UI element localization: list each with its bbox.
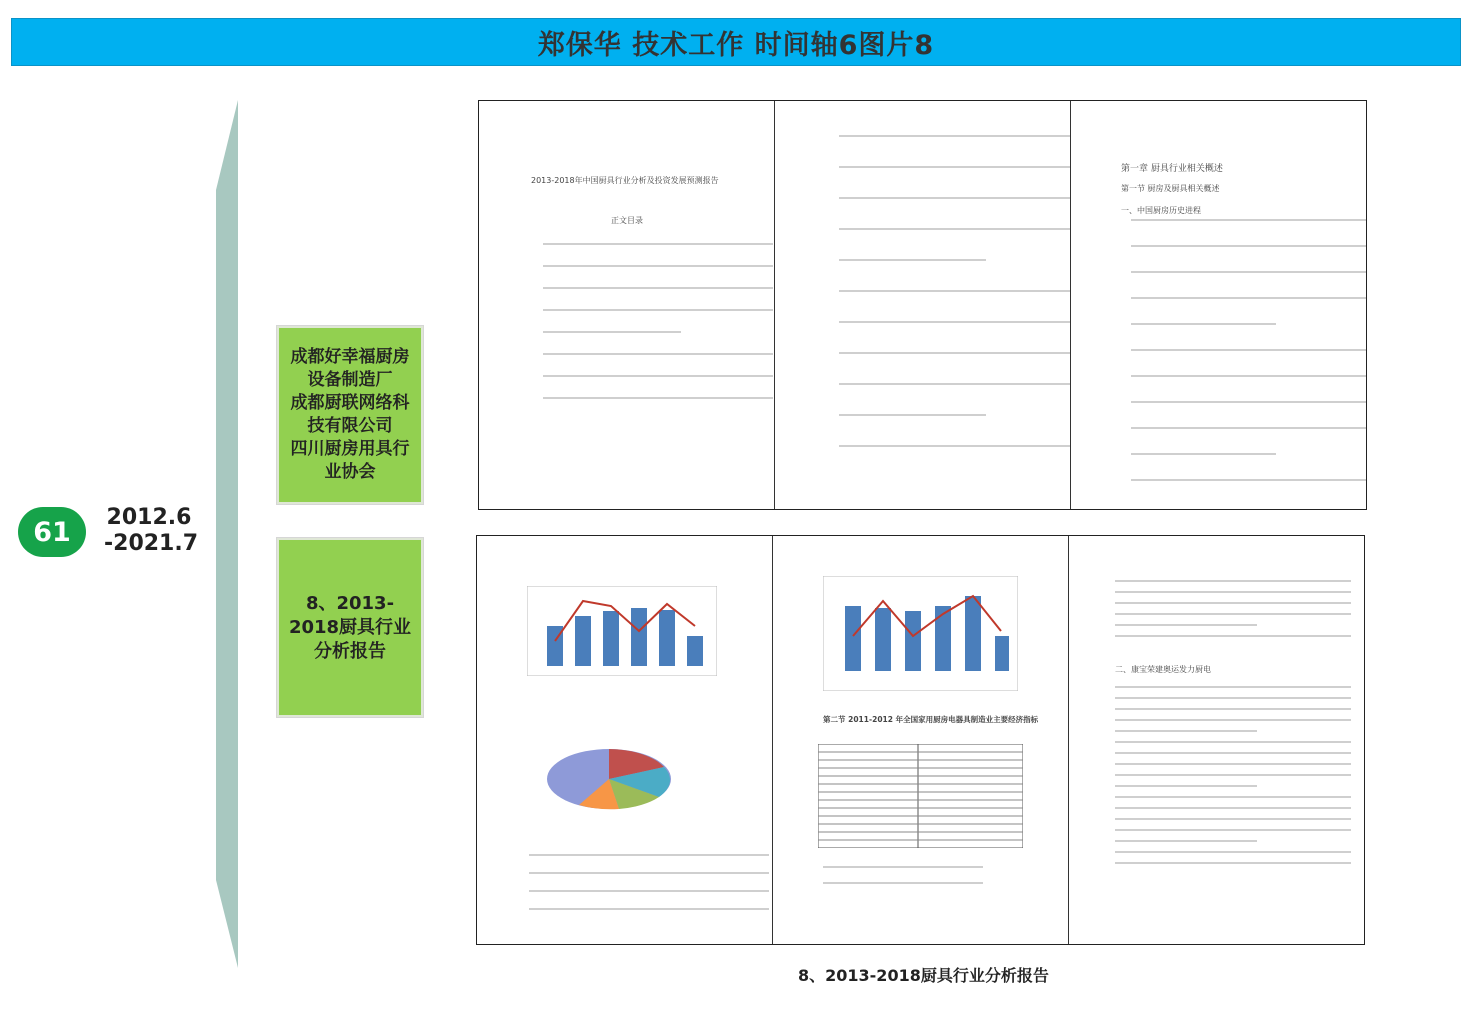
document-page-toc	[775, 101, 1071, 509]
text-line	[1115, 763, 1351, 765]
report-line: 2018厨具行业	[288, 616, 412, 638]
text-line	[1115, 818, 1351, 820]
date-line-2: -2021.7	[104, 531, 199, 556]
text-line	[1115, 613, 1351, 615]
text-line	[543, 243, 773, 245]
text-line	[1115, 840, 1257, 842]
timeline-date	[104, 505, 199, 557]
text-line	[1115, 752, 1351, 754]
text-line	[1115, 697, 1351, 699]
text-line	[839, 197, 1071, 199]
text-line	[839, 135, 1071, 137]
timeline-bar	[216, 100, 238, 968]
text-line	[1115, 635, 1351, 637]
text-line	[1131, 297, 1366, 299]
text-line	[1131, 349, 1366, 351]
pie-chart-thumbnail	[539, 731, 689, 821]
document-page-chapter	[1071, 101, 1366, 509]
text-line	[1131, 479, 1366, 481]
text-line	[839, 290, 1071, 292]
document-page-table	[773, 536, 1069, 944]
text-line	[823, 866, 983, 868]
text-line	[839, 166, 1071, 168]
text-line	[1131, 323, 1276, 325]
text-line	[1131, 427, 1366, 429]
text-line	[1131, 375, 1366, 377]
cover-title: 2013-2018年中国厨具行业分析及投资发展预测报告	[531, 176, 719, 185]
text-line	[1115, 851, 1351, 853]
report-line: 8、2013-	[305, 592, 395, 614]
section-title: 第一节 厨房及厨具相关概述	[1121, 184, 1220, 193]
text-line	[839, 414, 986, 416]
text-line	[839, 228, 1071, 230]
text-line	[1131, 453, 1276, 455]
sub-title: 一、中国厨房历史进程	[1121, 206, 1201, 215]
text-line	[529, 908, 769, 910]
text-line	[1115, 624, 1257, 626]
text-line	[529, 890, 769, 892]
chapter-title: 第一章 厨具行业相关概述	[1121, 164, 1223, 174]
text-line	[839, 321, 1071, 323]
text-line	[1131, 401, 1366, 403]
title-banner	[11, 18, 1461, 66]
text-line	[1131, 219, 1366, 221]
text-line	[1115, 862, 1351, 864]
bar-line-chart-thumbnail	[823, 576, 1018, 691]
indicator-table-thumbnail	[818, 744, 1023, 848]
text-line	[839, 383, 1071, 385]
text-line	[543, 397, 773, 399]
org-line: 成都厨联网络科	[290, 393, 410, 413]
report-line: 分析报告	[314, 640, 386, 662]
org-line: 技有限公司	[307, 416, 393, 436]
org-line: 设备制造厂	[307, 370, 393, 390]
page-title: 郑保华 技术工作 时间轴6图片8	[537, 29, 935, 61]
text-line	[839, 259, 986, 261]
bar-line-chart-thumbnail	[527, 586, 717, 676]
text-line	[1131, 271, 1366, 273]
document-scan-bottom	[476, 535, 1365, 945]
org-line: 四川厨房用具行	[290, 439, 410, 459]
text-line	[839, 352, 1071, 354]
section-econ-title: 第二节 2011-2012 年全国家用厨房电器具制造业主要经济指标	[823, 715, 1039, 724]
text-line	[543, 265, 773, 267]
text-line	[1115, 741, 1351, 743]
document-page-charts	[477, 536, 773, 944]
section-trend-title: 二、康宝荣建奥运发力厨电	[1115, 665, 1211, 674]
document-page-text	[1069, 536, 1364, 944]
figure-caption: 8、2013-2018厨具行业分析报告	[798, 966, 1049, 985]
timeline-number-badge	[18, 507, 86, 557]
text-line	[1115, 719, 1351, 721]
text-line	[1115, 602, 1351, 604]
text-line	[823, 882, 983, 884]
text-line	[1115, 829, 1351, 831]
toc-heading: 正文目录	[611, 216, 643, 225]
text-line	[543, 331, 681, 333]
text-line	[1115, 796, 1351, 798]
text-line	[1115, 807, 1351, 809]
report-box	[277, 538, 423, 717]
text-line	[1115, 774, 1351, 776]
text-line	[1115, 580, 1351, 582]
text-line	[1115, 785, 1257, 787]
text-line	[543, 375, 773, 377]
text-line	[1115, 686, 1351, 688]
text-line	[543, 287, 773, 289]
organization-box	[277, 326, 423, 504]
timeline-number: 61	[33, 516, 71, 548]
text-line	[1115, 708, 1351, 710]
org-line: 业协会	[324, 462, 376, 482]
text-line	[1115, 730, 1257, 732]
text-line	[1115, 591, 1351, 593]
text-line	[839, 445, 1071, 447]
document-scan-top	[478, 100, 1367, 510]
text-line	[1131, 245, 1366, 247]
document-page-cover	[479, 101, 775, 509]
text-line	[543, 353, 773, 355]
date-line-1: 2012.6	[106, 505, 192, 530]
text-line	[543, 309, 773, 311]
org-line: 成都好幸福厨房	[290, 347, 410, 367]
text-line	[529, 872, 769, 874]
text-line	[529, 854, 769, 856]
